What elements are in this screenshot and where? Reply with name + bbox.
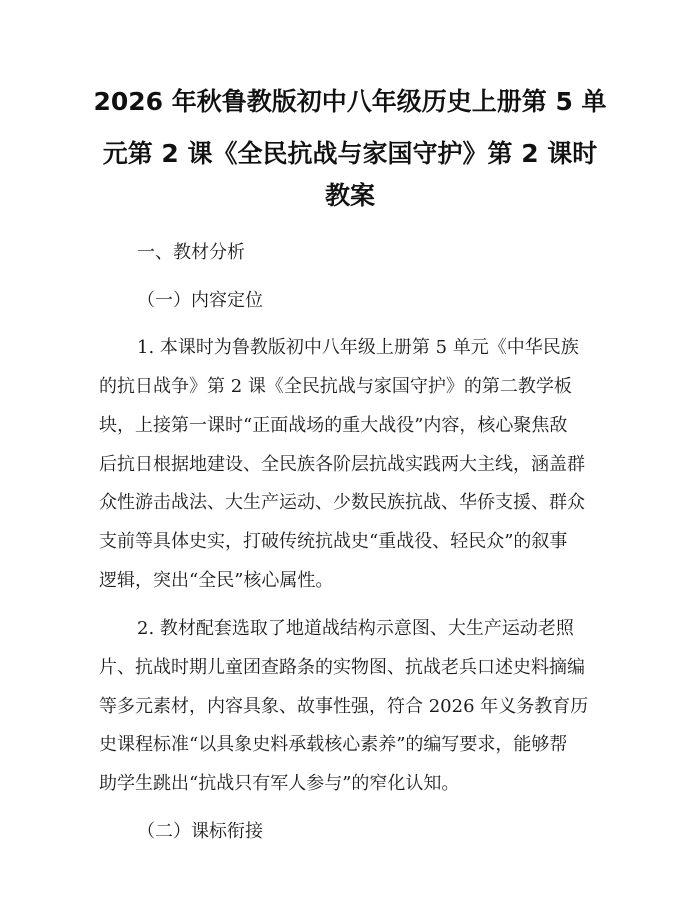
subsection-heading-content-positioning: （一）内容定位 bbox=[137, 290, 263, 311]
paragraph-1-line: 后抗日根据地建设、全民族各阶层抗战实践两大主线，涵盖群 bbox=[99, 454, 585, 475]
paragraph-1-line: 逻辑，突出“全民”核心属性。 bbox=[99, 570, 334, 591]
paragraph-1-line: 块，上接第一课时“正面战场的重大战役”内容，核心聚焦敌 bbox=[99, 415, 568, 436]
document-title-line-3: 教案 bbox=[324, 181, 375, 210]
paragraph-1-line: 的抗日战争》第 2 课《全民抗战与家国守护》的第二教学板 bbox=[99, 376, 572, 397]
paragraph-2-line: 等多元素材，内容具象、故事性强，符合 2026 年义务教育历 bbox=[99, 696, 589, 717]
paragraph-2-line: 2. 教材配套选取了地道战结构示意图、大生产运动老照 bbox=[137, 618, 574, 639]
paragraph-1-line: 众性游击战法、大生产运动、少数民族抗战、华侨支援、群众 bbox=[99, 492, 585, 513]
subsection-heading-curriculum-standards: （二）课标衔接 bbox=[137, 821, 263, 842]
paragraph-1-line: 支前等具体史实，打破传统抗战史“重战役、轻民众”的叙事 bbox=[99, 531, 568, 552]
paragraph-1-line: 1. 本课时为鲁教版初中八年级上册第 5 单元《中华民族 bbox=[137, 337, 579, 358]
paragraph-2-line: 史课程标准“以具象史料承载核心素养”的编写要求，能够帮 bbox=[99, 734, 568, 755]
paragraph-2-line: 片、抗战时期儿童团查路条的实物图、抗战老兵口述史料摘编 bbox=[99, 657, 585, 678]
document-title-line-1: 2026 年秋鲁教版初中八年级历史上册第 5 单 bbox=[93, 87, 607, 116]
section-heading-textbook-analysis: 一、教材分析 bbox=[137, 242, 245, 263]
document-title-line-2: 元第 2 课《全民抗战与家国守护》第 2 课时 bbox=[102, 139, 598, 168]
paragraph-2-line: 助学生跳出“抗战只有军人参与”的窄化认知。 bbox=[99, 773, 460, 794]
